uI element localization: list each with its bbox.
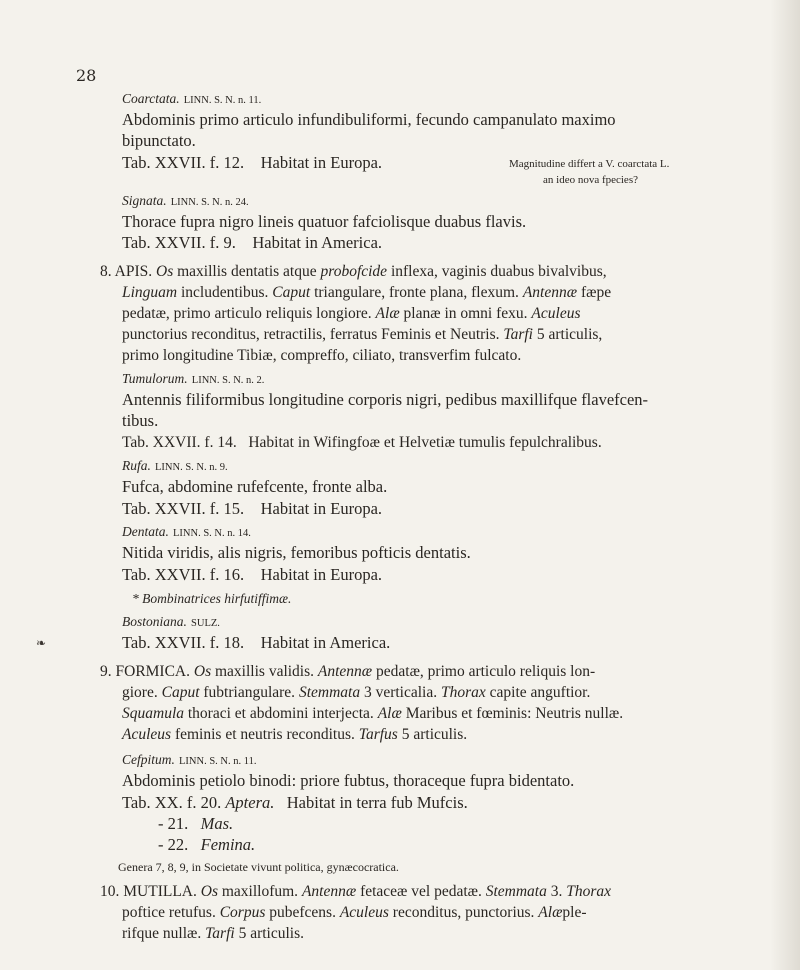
figure-entry — [158, 835, 255, 855]
species-description: Abdominis petiolo binodi: priore fubtus, thoraceque fupra bidentato. — [122, 771, 575, 790]
genus-formica-line-1: 9. FORMICA. Os maxillis validis. Antennæ pedatæ, primo articulo reliquis lon- — [100, 663, 596, 680]
page-number: 28 — [76, 66, 97, 85]
species-name: Dentata. — [122, 524, 169, 539]
species-rufa-heading — [122, 455, 228, 478]
tab-reference: Tab. XXVII. f. 9. — [122, 233, 236, 252]
species-description: Thorace fupra nigro lineis quatuor fafciolisque duabus flavis. — [122, 212, 527, 231]
term-label: Squamula — [122, 705, 184, 722]
genus-mutilla-line-2: poftice retufus. Corpus pubefcens. Aculeus reconditus, punctorius. Alæple- — [122, 904, 587, 921]
species-reference: LINN. S. N. n. 11. — [179, 756, 257, 767]
term-label: Tarfi — [205, 925, 235, 942]
species-reference: LINN. S. N. n. 9. — [155, 462, 228, 473]
subsection-heading: * Bombinatrices hirfutiffimæ. — [132, 591, 292, 606]
tab-reference: Tab. XXVII. f. 16. — [122, 565, 245, 584]
genus-apis-line-2: Linguam includentibus. Caput triangulare, fronte plana, flexum. Antennæ fæpe — [122, 284, 612, 301]
habitat: Habitat in Europa. — [260, 565, 383, 584]
species-name: Bostoniana. — [122, 614, 187, 629]
species-reference: SULZ. — [191, 618, 220, 629]
tab-reference: Tab. XXVII. f. 14. — [122, 434, 237, 451]
term-label: Antennæ — [522, 284, 578, 301]
species-signata-heading — [122, 190, 249, 213]
page-edge-shadow — [770, 0, 800, 970]
species-name: Cefpitum. — [122, 752, 175, 767]
species-description: bipunctato. — [122, 131, 196, 150]
figure-entry — [158, 814, 233, 834]
species-reference: LINN. S. N. n. 14. — [173, 528, 251, 539]
genera-note: Genera 7, 8, 9, in Societate vivunt politica, gynæcocratica. — [118, 860, 399, 874]
species-name: Tumulorum. — [122, 371, 188, 386]
figure-number: - 21. — [158, 814, 189, 833]
genus-name: MUTILLA. — [123, 883, 197, 900]
term-label: Aculeus — [122, 726, 172, 743]
habitat: Habitat in Europa. — [260, 153, 383, 172]
habitat: Habitat in America. — [260, 633, 391, 652]
term-label: Alæ — [538, 904, 563, 921]
species-tumulorum-heading — [122, 368, 264, 391]
tab-reference: Tab. XXVII. f. 18. — [122, 633, 245, 652]
term-label: Aculeus — [531, 305, 581, 322]
species-tab-habitat — [122, 565, 382, 585]
habitat: Habitat in terra fub Mufcis. — [286, 793, 468, 812]
species-description: tibus. — [122, 411, 159, 430]
figure-label: Aptera. — [225, 793, 275, 812]
figure-number: - 22. — [158, 835, 189, 854]
genus-apis-line-1: 8. APIS. Os maxillis dentatis atque probofcide inflexa, vaginis duabus bivalvibus, — [100, 263, 607, 280]
figure-label: Femina. — [200, 835, 256, 854]
species-reference: LINN. S. N. n. 24. — [170, 197, 249, 208]
genus-name: APIS. — [114, 263, 153, 280]
term-label: Aculeus — [339, 904, 389, 921]
genus-name: FORMICA. — [115, 663, 191, 680]
species-tab-habitat — [122, 499, 382, 519]
term-label: Os — [156, 263, 174, 280]
term-label: Linguam — [122, 284, 178, 301]
species-tab-habitat — [122, 233, 382, 253]
term-label: Alæ — [377, 705, 402, 722]
species-tab-habitat — [122, 793, 468, 813]
term-label: Thorax — [440, 684, 486, 701]
genus-number: 9. — [100, 663, 112, 680]
term-label: probofcide — [320, 263, 388, 280]
tab-reference: Tab. XXVII. f. 15. — [122, 499, 245, 518]
term-label: Os — [193, 663, 212, 680]
term-label: Thorax — [566, 883, 612, 900]
term-label: Alæ — [375, 305, 400, 322]
genus-formica-line-2: giore. Caput fubtriangulare. Stemmata 3 verticalia. Thorax capite anguftior. — [122, 684, 591, 701]
term-label: Stemmata — [298, 684, 361, 701]
tab-reference: Tab. XXVII. f. 12. — [122, 153, 245, 172]
species-description: Abdominis primo articulo infundibuliformi, fecundo campanulato maximo — [122, 110, 616, 129]
habitat: Habitat in Wifingfoæ et Helvetiæ tumulis fepulchralibus. — [248, 434, 602, 451]
genus-number: 10. — [100, 883, 120, 900]
species-bostoniana-heading — [122, 611, 220, 634]
species-name: Coarctata. — [122, 91, 180, 106]
species-tab-habitat — [122, 633, 390, 653]
species-coarctata-heading — [122, 88, 261, 111]
term-label: Antennæ — [317, 663, 373, 680]
species-tab-habitat — [122, 433, 602, 453]
species-description: Nitida viridis, alis nigris, femoribus pofticis dentatis. — [122, 543, 471, 562]
term-label: Antennæ — [301, 883, 357, 900]
tab-reference: Tab. XX. f. 20. — [122, 793, 222, 812]
margin-marker: ❧ — [36, 636, 47, 650]
species-cespitum-heading — [122, 749, 256, 772]
term-label: Caput — [161, 684, 200, 701]
genus-apis-line-3: pedatæ, primo articulo reliquis longiore. Alæ planæ in omni fexu. Aculeus — [122, 305, 581, 322]
genus-apis-line-5: primo longitudine Tibiæ, compreffo, ciliato, transverfim fulcato. — [122, 347, 522, 364]
margin-note: Magnitudine differt a V. coarctata L. — [509, 158, 670, 170]
term-label: Tarfus — [358, 726, 398, 743]
species-tab-habitat — [122, 153, 382, 173]
genus-apis-line-4: punctorius reconditus, retractilis, ferratus Feminis et Neutris. Tarfi 5 articulis, — [122, 326, 603, 343]
term-label: Os — [200, 883, 218, 900]
figure-label: Mas. — [200, 814, 234, 833]
term-label: Tarfi — [503, 326, 533, 343]
species-description: Fufca, abdomine rufefcente, fronte alba. — [122, 477, 388, 496]
species-reference: LINN. S. N. n. 11. — [183, 95, 262, 106]
term-label: Caput — [272, 284, 311, 301]
genus-mutilla-line-1: 10. MUTILLA. Os maxillofum. Antennæ fetaceæ vel pedatæ. Stemmata 3. Thorax — [100, 883, 612, 900]
habitat: Habitat in America. — [252, 233, 383, 252]
genus-mutilla-line-3: rifque nullæ. Tarfi 5 articulis. — [122, 925, 304, 942]
margin-note: an ideo nova fpecies? — [543, 174, 638, 186]
habitat: Habitat in Europa. — [260, 499, 383, 518]
species-description: Antennis filiformibus longitudine corporis nigri, pedibus maxillifque flavefcen- — [122, 390, 649, 409]
genus-formica-line-4: Aculeus feminis et neutris reconditus. Tarfus 5 articulis. — [122, 726, 468, 743]
term-label: Stemmata — [485, 883, 547, 900]
term-label: Corpus — [219, 904, 266, 921]
genus-number: 8. — [100, 263, 112, 280]
species-reference: LINN. S. N. n. 2. — [191, 375, 265, 386]
species-name: Signata. — [122, 193, 167, 208]
species-dentata-heading — [122, 521, 251, 544]
species-name: Rufa. — [122, 458, 151, 473]
genus-formica-line-3: Squamula thoraci et abdomini interjecta. Alæ Maribus et fœminis: Neutris nullæ. — [122, 705, 624, 722]
